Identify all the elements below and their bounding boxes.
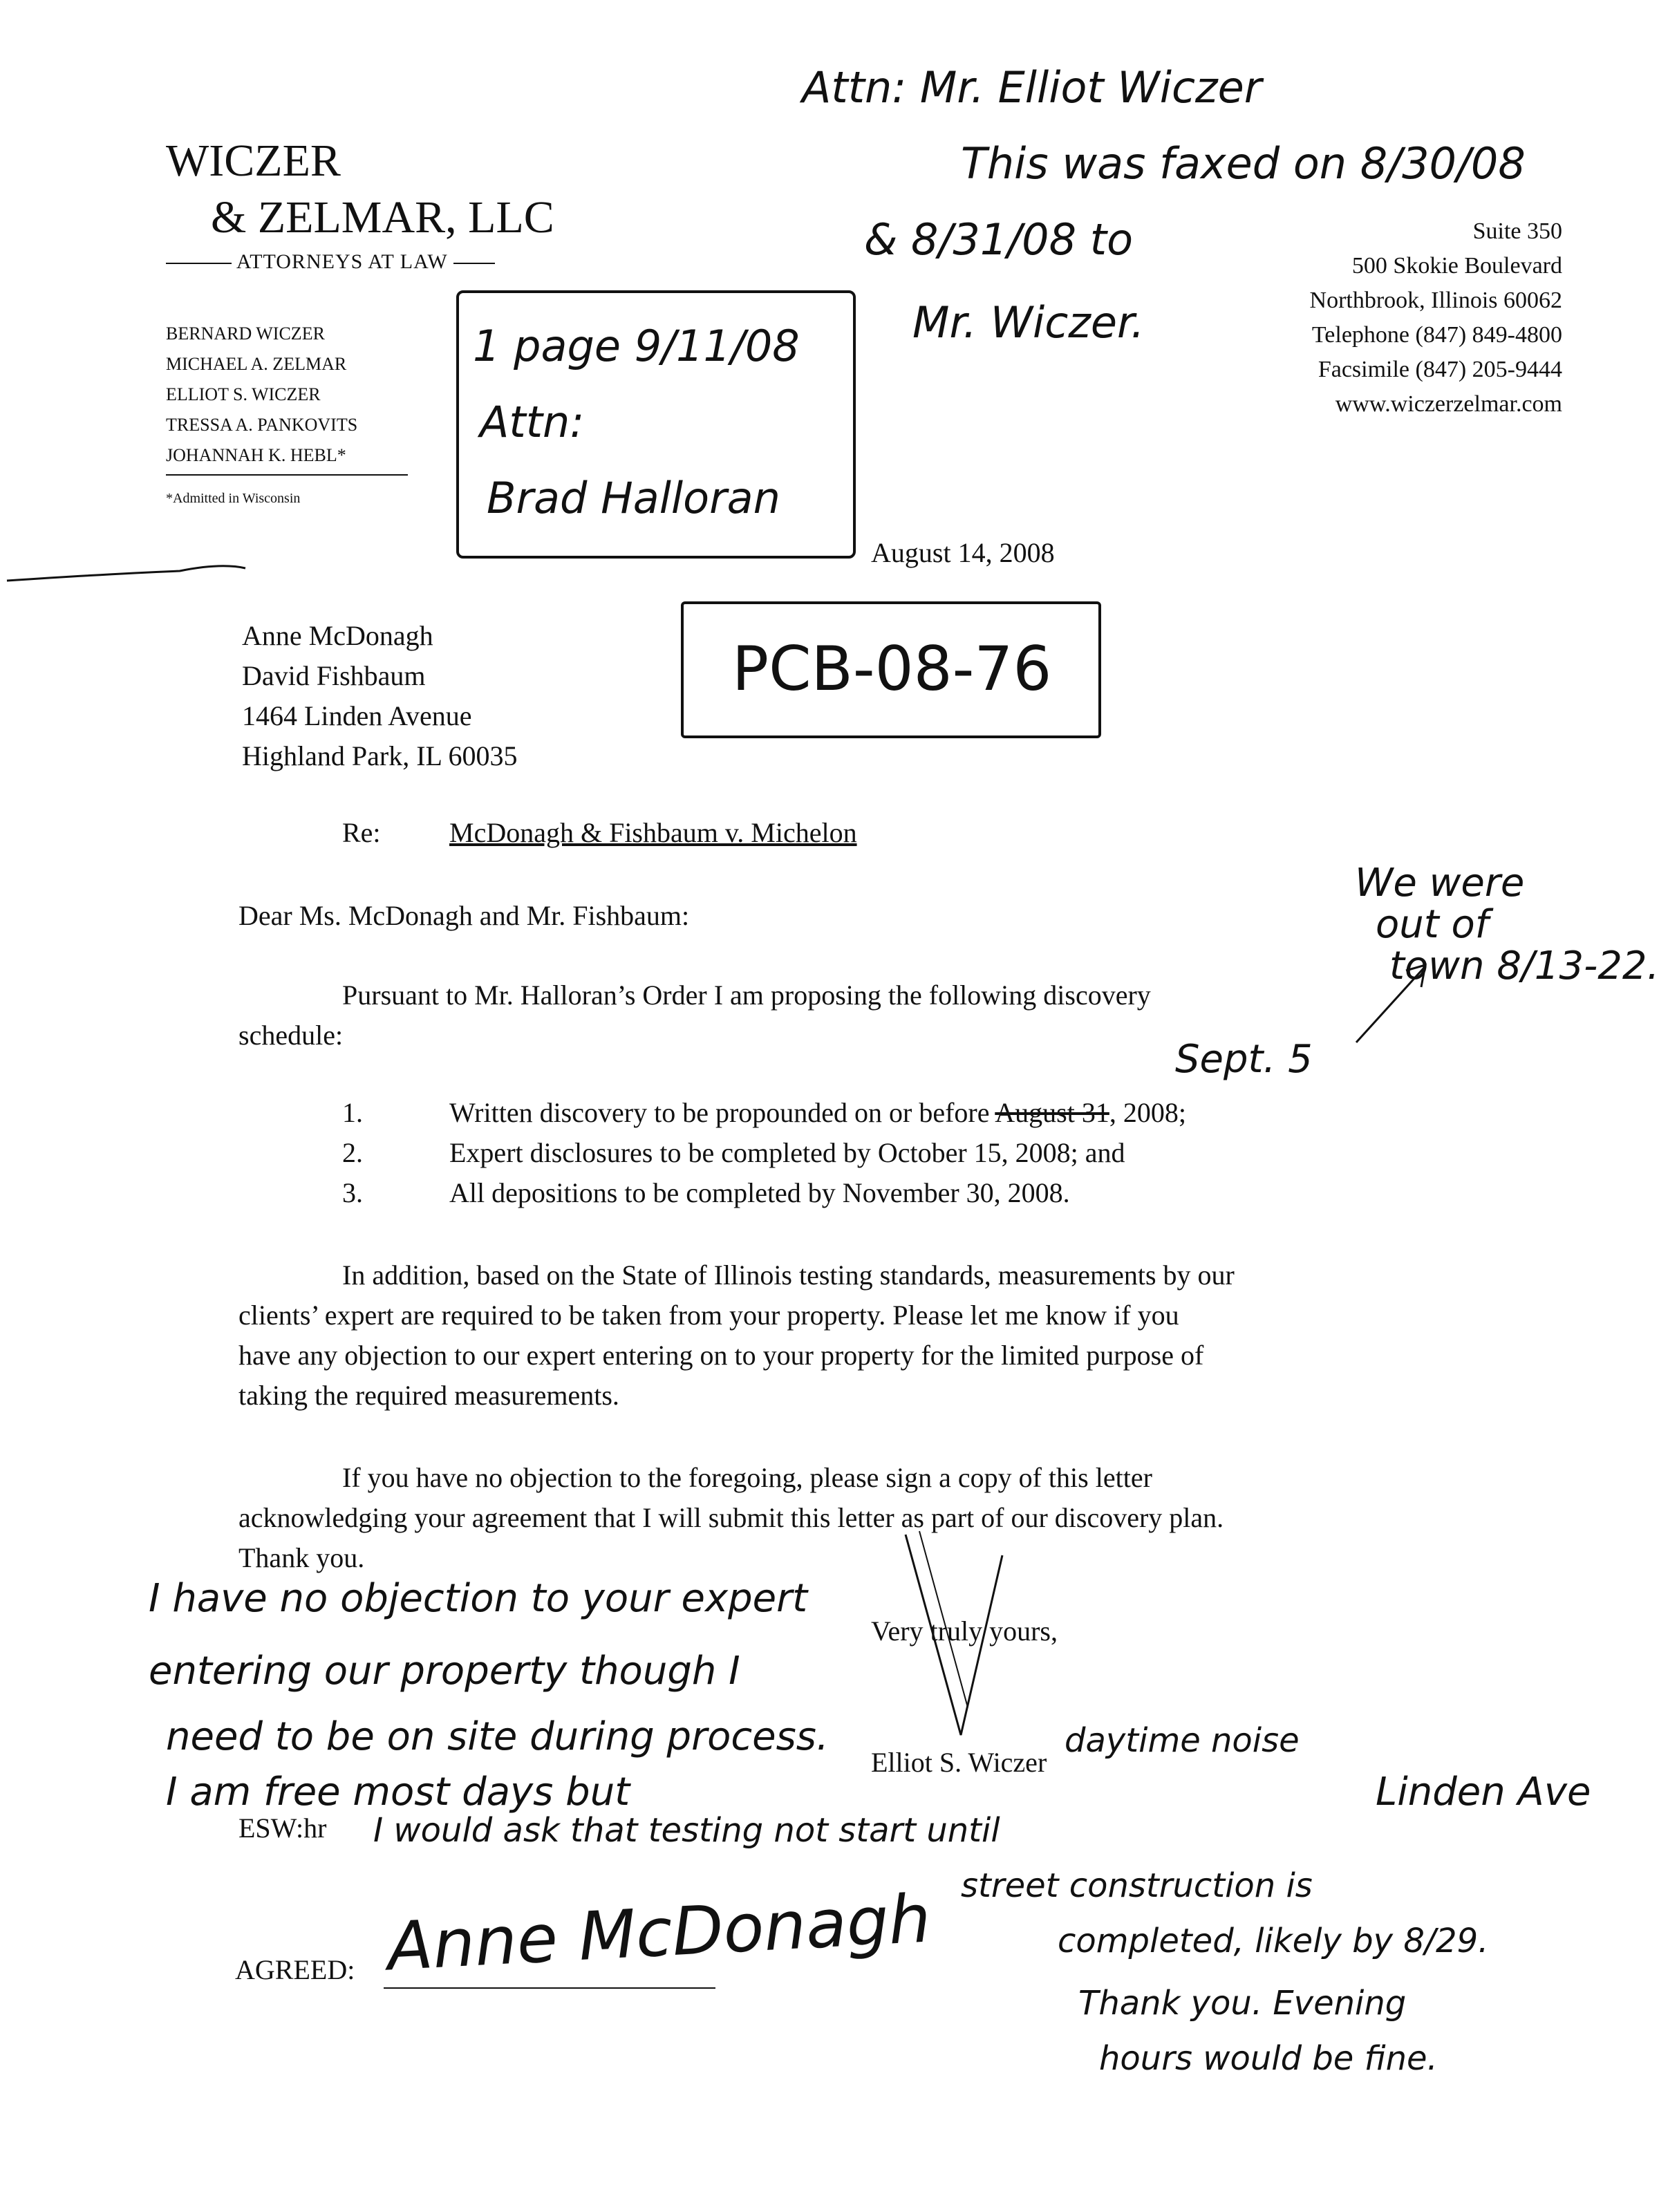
firm-tagline: ATTORNEYS AT LAW <box>166 250 495 274</box>
address-website: www.wiczerzelmar.com <box>1335 391 1562 417</box>
handwritten-insert-linden: Linden Ave <box>1376 1770 1591 1815</box>
recipient-block <box>242 622 517 770</box>
handwritten-insert-daytime: daytime noise <box>1065 1721 1300 1760</box>
handwritten-margin-note-line3: town 8/13-22. <box>1389 944 1659 988</box>
handwritten-date-correction: Sept. 5 <box>1175 1037 1313 1082</box>
para3-line-1: If you have no objection to the foregoing, please sign a copy of this letter <box>342 1462 1152 1493</box>
handwritten-routing-line2: Attn: <box>480 397 585 447</box>
handwritten-response-line5: I would ask that testing not start until <box>373 1811 1000 1850</box>
handwritten-margin-note-line2: out of <box>1376 902 1489 947</box>
recipient-street: 1464 Linden Avenue <box>242 700 472 731</box>
para2-line-2: clients’ expert are required to be taken from your property. Please let me know if you <box>238 1300 1179 1331</box>
handwritten-routing-box <box>456 290 856 559</box>
para2-line-1: In addition, based on the State of Illinois testing standards, measurements by our <box>342 1259 1235 1291</box>
firm-name-line1: WICZER <box>166 135 341 186</box>
handwritten-response-line1: I have no objection to your expert <box>149 1576 808 1621</box>
handwritten-attn-note-line2: This was faxed on 8/30/08 <box>961 138 1526 189</box>
handwritten-signature: Anne McDonagh <box>385 1880 933 1986</box>
schedule-item-2-num: 2. <box>342 1137 363 1168</box>
partner-name: TRESSA A. PANKOVITS <box>166 415 358 435</box>
handwritten-response-line7: completed, likely by 8/29. <box>1058 1922 1489 1960</box>
closing: Very truly yours, <box>871 1615 1058 1647</box>
partner-name: JOHANNAH K. HEBL* <box>166 445 346 465</box>
arrow-icon <box>1348 954 1445 1051</box>
salutation: Dear Ms. McDonagh and Mr. Fishbaum: <box>238 900 690 931</box>
address-facsimile: Facsimile (847) 205-9444 <box>1318 357 1562 382</box>
handwritten-response-line4: I am free most days but <box>166 1770 630 1815</box>
struck-date: August 31 <box>995 1097 1109 1128</box>
recipient-name-1: Anne McDonagh <box>242 620 433 651</box>
para2-line-3: have any objection to our expert entering on to your property for the limited purpose of <box>238 1340 1204 1371</box>
handwritten-response-line8: Thank you. Evening <box>1078 1984 1407 2023</box>
handwritten-response-line9: hours would be fine. <box>1099 2039 1438 2078</box>
pen-scribble-mark <box>892 1528 1016 1790</box>
handwritten-attn-note-line3: & 8/31/08 to <box>864 214 1134 265</box>
partner-list <box>166 325 408 507</box>
typist-initials: ESW:hr <box>238 1812 327 1844</box>
case-number: PCB-08-76 <box>732 633 1052 704</box>
schedule-item-1-num: 1. <box>342 1097 363 1128</box>
address-suite: Suite 350 <box>1472 218 1562 244</box>
admitted-note: *Admitted in Wisconsin <box>166 491 301 506</box>
letter-date: August 14, 2008 <box>871 537 1055 568</box>
recipient-city: Highland Park, IL 60035 <box>242 740 518 771</box>
re-case-title: McDonagh & Fishbaum v. Michelon <box>449 817 857 848</box>
handwritten-attn-note-line4: Mr. Wiczer. <box>912 297 1145 348</box>
intro-line-1: Pursuant to Mr. Halloran’s Order I am proposing the following discovery <box>342 980 1151 1011</box>
address-telephone: Telephone (847) 849-4800 <box>1311 322 1562 348</box>
address-street: 500 Skokie Boulevard <box>1351 253 1562 279</box>
partner-name: MICHAEL A. ZELMAR <box>166 354 347 374</box>
handwritten-response-line2: entering our property though I <box>149 1649 740 1694</box>
pen-stroke-mark <box>0 553 263 588</box>
handwritten-attn-note-line1: Attn: Mr. Elliot Wiczer <box>802 62 1262 113</box>
case-number-box <box>681 601 1101 738</box>
intro-line-2: schedule: <box>238 1020 344 1051</box>
agreed-label: AGREED: <box>235 1954 355 1985</box>
schedule-item-2-text: Expert disclosures to be completed by October 15, 2008; and <box>449 1137 1125 1168</box>
signer-name: Elliot S. Wiczer <box>871 1747 1047 1778</box>
handwritten-routing-line3: Brad Halloran <box>487 473 780 523</box>
partner-name: BERNARD WICZER <box>166 324 325 344</box>
address-city: Northbrook, Illinois 60062 <box>1309 288 1562 313</box>
handwritten-margin-note-line1: We were <box>1355 861 1525 906</box>
agreed-signature-line <box>384 1987 715 1989</box>
para3-line-3: Thank you. <box>238 1542 365 1573</box>
schedule-item-1-text: Written discovery to be propounded on or before August 31, 2008; <box>449 1097 1186 1128</box>
para2-line-4: taking the required measurements. <box>238 1380 619 1411</box>
partner-name: ELLIOT S. WICZER <box>166 384 321 404</box>
re-label: Re: <box>342 817 381 848</box>
firm-address <box>1310 220 1562 416</box>
schedule-item-3-num: 3. <box>342 1177 363 1208</box>
firm-name-line2: & ZELMAR, LLC <box>211 192 554 243</box>
handwritten-response-line6: street construction is <box>961 1866 1313 1905</box>
recipient-name-2: David Fishbaum <box>242 660 426 691</box>
schedule-item-3-text: All depositions to be completed by November 30, 2008. <box>449 1177 1070 1208</box>
handwritten-response-line3: need to be on site during process. <box>166 1714 829 1759</box>
para3-line-2: acknowledging your agreement that I will submit this letter as part of our discovery plan. <box>238 1502 1224 1533</box>
handwritten-routing-line1: 1 page 9/11/08 <box>473 321 800 371</box>
partner-divider <box>166 474 408 476</box>
